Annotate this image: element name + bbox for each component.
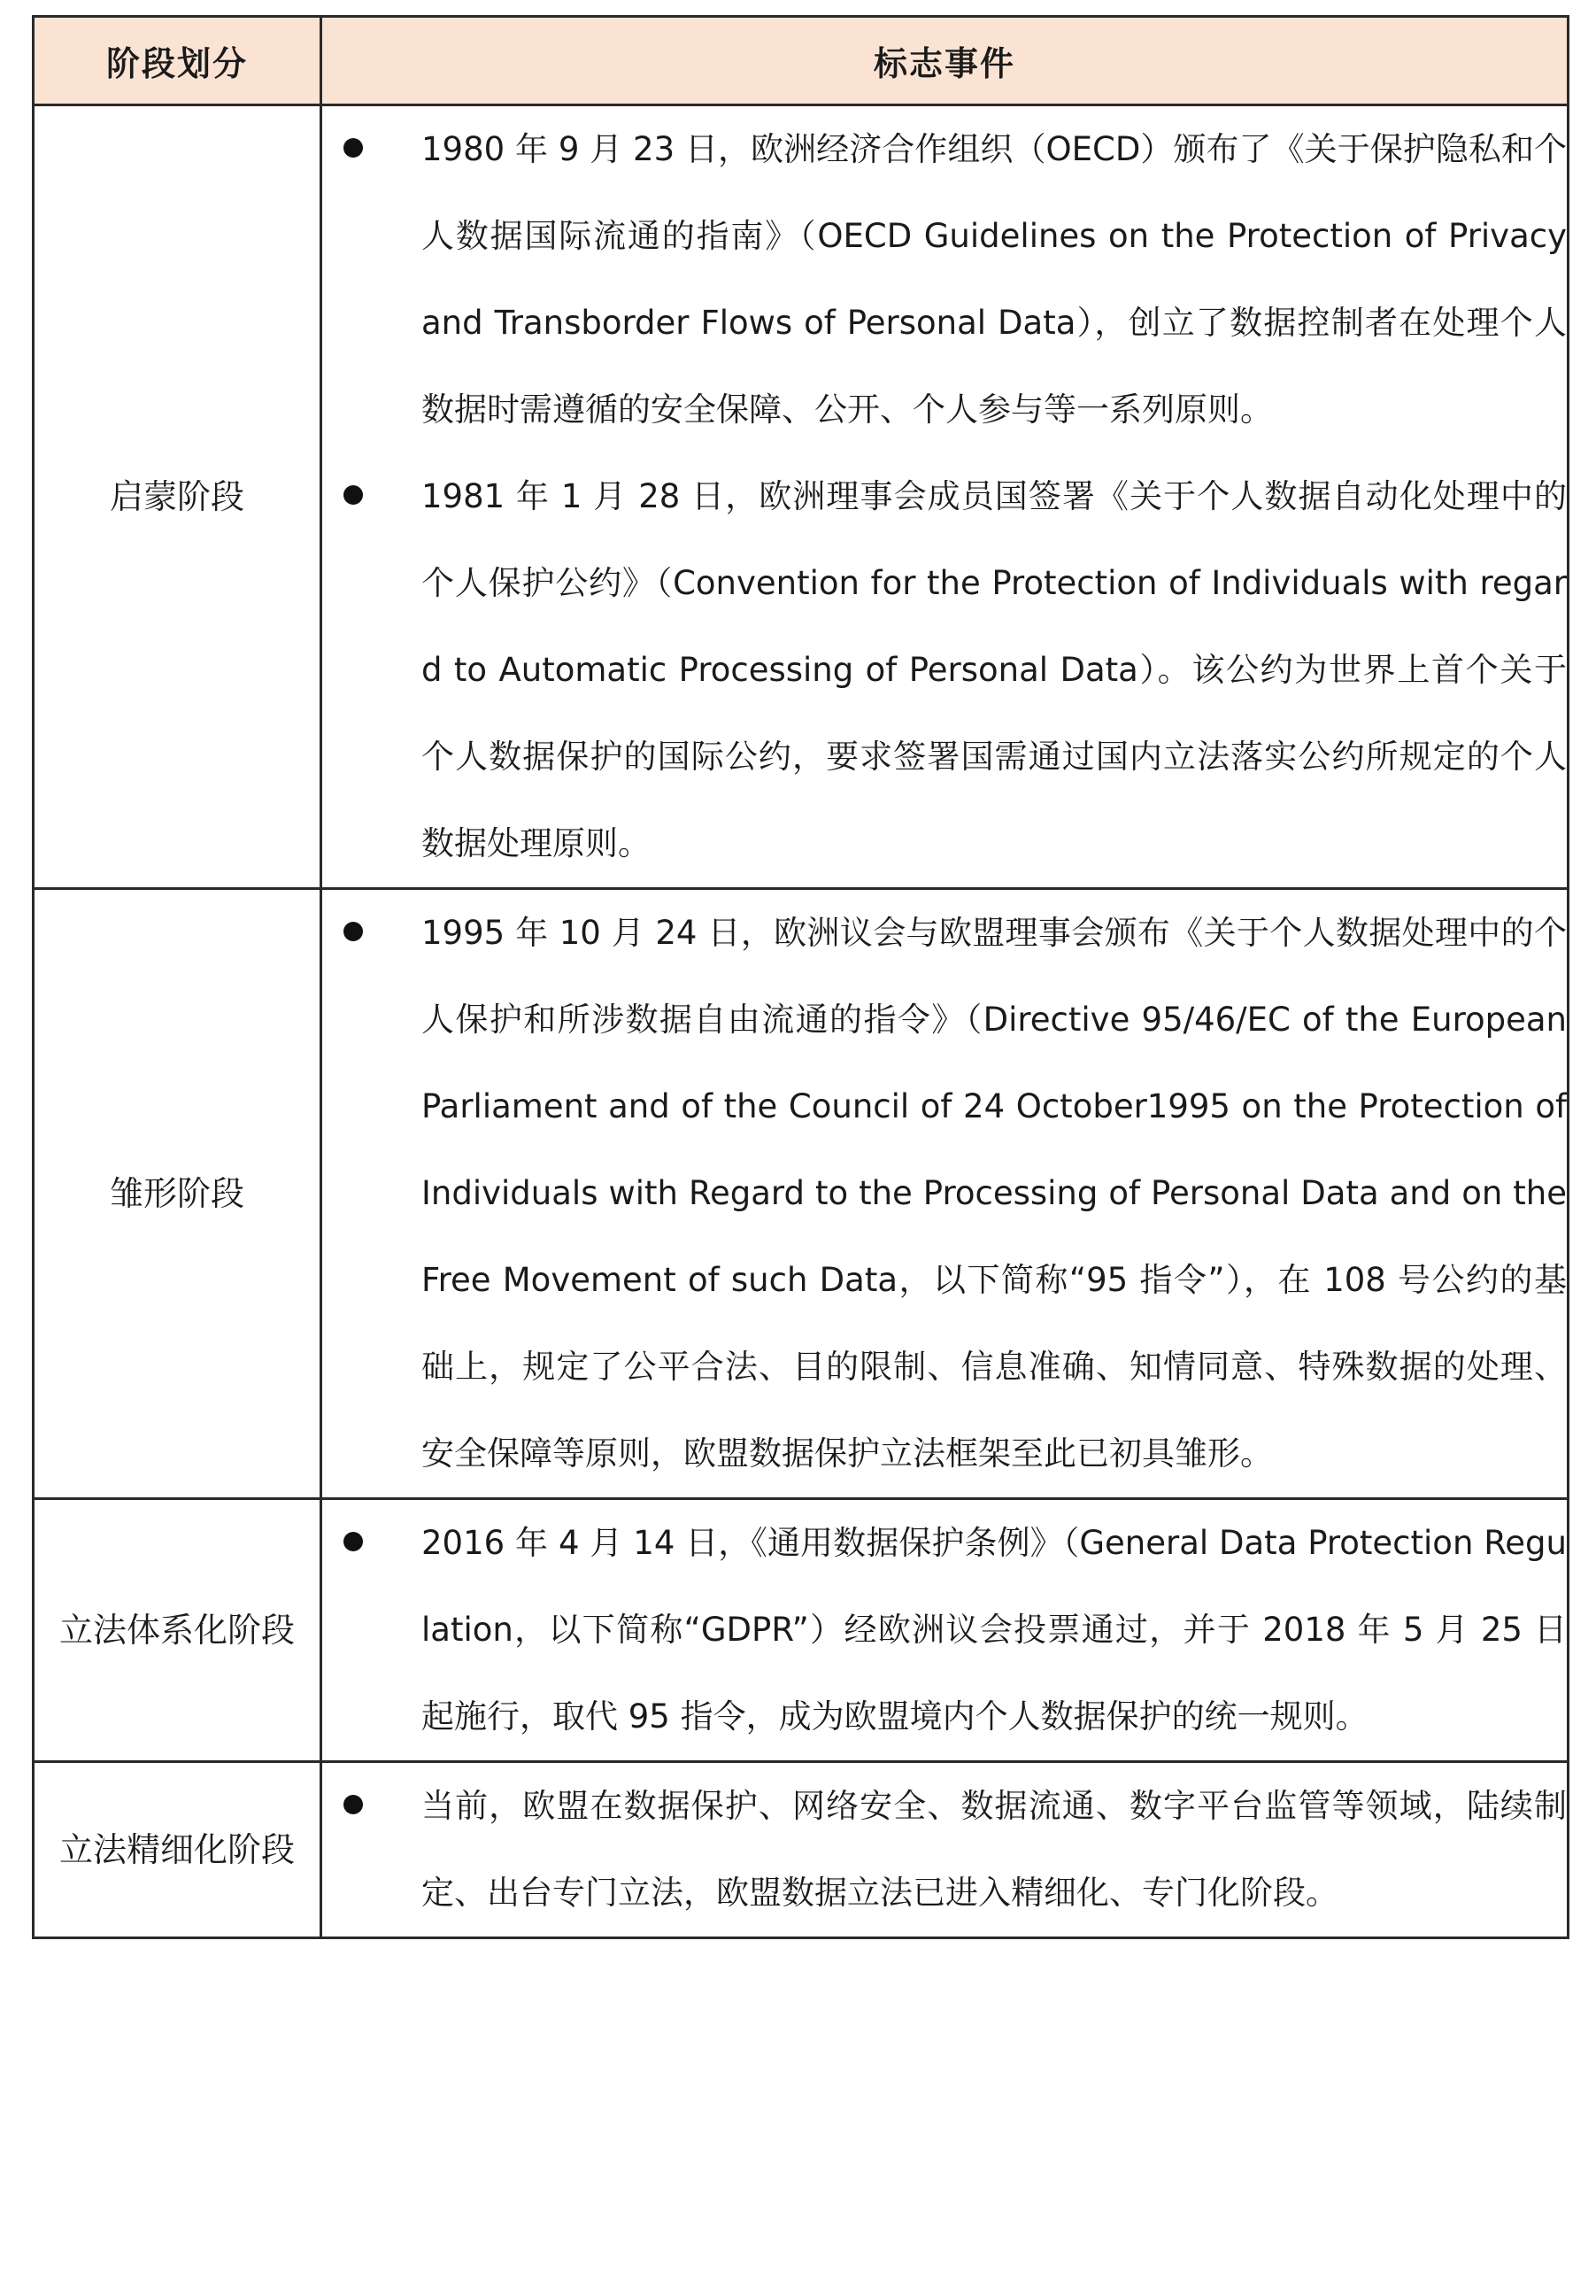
event-text: 1980 年 9 月 23 日，欧洲经济合作组织（OECD）颁布了《关于保护隐私和个人数据国际流通的指南》（OECD Guidelines on the Protection of Privacy and Transborder Flows of Personal Data），创立了数据控制者在处理个人数据时需遵循的安全保障、公开、个人参与等一系列原则。 <box>421 130 1567 429</box>
stage-cell: 雏形阶段 <box>34 889 321 1499</box>
event-item <box>322 890 1567 1497</box>
bullet-icon <box>343 485 363 505</box>
table-header-row <box>34 17 1569 105</box>
events-cell <box>321 889 1569 1499</box>
event-item <box>322 453 1567 887</box>
bullet-icon <box>343 922 363 941</box>
bullet-icon <box>343 138 363 158</box>
table-row <box>34 889 1569 1499</box>
table-row <box>34 105 1569 889</box>
event-text: 1981 年 1 月 28 日，欧洲理事会成员国签署《关于个人数据自动化处理中的个人保护公约》（Convention for the Protection of Individuals with regard to Automatic Processing of Personal Data）。该公约为世界上首个关于个人数据保护的国际公约，要求签署国需通过国内立法落实公约所规定的个人数据处理原则。 <box>421 477 1567 862</box>
stage-cell: 启蒙阶段 <box>34 105 321 889</box>
stage-cell: 立法精细化阶段 <box>34 1762 321 1938</box>
header-stage: 阶段划分 <box>34 17 321 105</box>
event-item <box>322 106 1567 453</box>
event-text: 1995 年 10 月 24 日，欧洲议会与欧盟理事会颁布《关于个人数据处理中的个人保护和所涉数据自由流通的指令》（Directive 95/46/EC of the European Parliament and of the Council of 24 October1995 on the Protection of Individuals with Regard to the Processing of Personal Data and on the Free Movement of such Data，以下简称“95 指令”），在 108 号公约的基础上，规定了公平合法、目的限制、信息准确、知情同意、特殊数据的处理、安全保障等原则，欧盟数据保护立法框架至此已初具雏形。 <box>421 914 1567 1473</box>
bullet-icon <box>343 1532 363 1551</box>
stage-cell: 立法体系化阶段 <box>34 1499 321 1762</box>
events-cell <box>321 1499 1569 1762</box>
table-row <box>34 1762 1569 1938</box>
events-cell <box>321 105 1569 889</box>
header-events: 标志事件 <box>321 17 1569 105</box>
event-item <box>322 1500 1567 1760</box>
stage-events-table <box>32 15 1569 1939</box>
event-text: 2016 年 4 月 14 日，《通用数据保护条例》（General Data Protection Regulation，以下简称“GDPR”）经欧洲议会投票通过，并于 2018 年 5 月 25 日起施行，取代 95 指令，成为欧盟境内个人数据保护的统一规则。 <box>421 1524 1567 1736</box>
table-row <box>34 1499 1569 1762</box>
event-item <box>322 1763 1567 1937</box>
bullet-icon <box>343 1795 363 1814</box>
events-cell <box>321 1762 1569 1938</box>
document-page <box>32 15 1567 1939</box>
event-text: 当前，欧盟在数据保护、网络安全、数据流通、数字平台监管等领域，陆续制定、出台专门立法，欧盟数据立法已进入精细化、专门化阶段。 <box>421 1787 1567 1912</box>
